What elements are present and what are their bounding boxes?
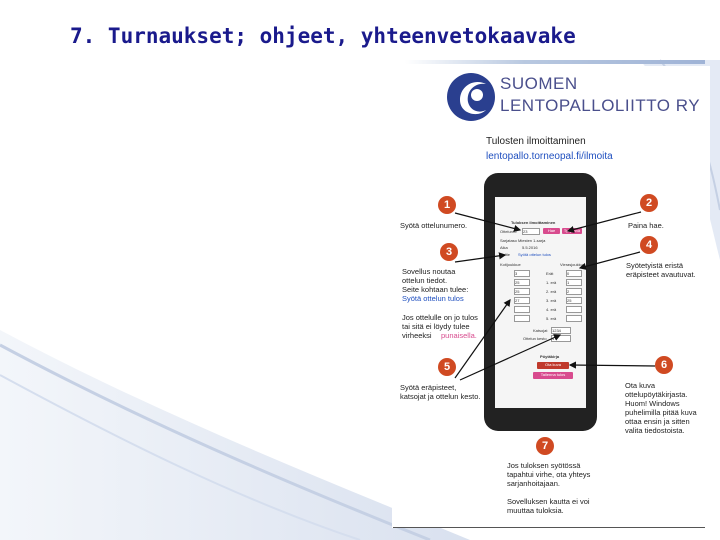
step-note-2: Paina hae. <box>628 221 664 230</box>
step-note-3-link: Syötä ottelun tulos <box>402 294 464 303</box>
duration-label: Ottelun kesto <box>523 336 547 341</box>
match-input[interactable]: 23 <box>522 228 540 235</box>
audience-input[interactable]: 1234 <box>551 327 571 334</box>
set-name: 2. erä <box>546 289 557 294</box>
screen-header: Tuloksen ilmoittaminen <box>511 220 556 225</box>
step-note-3-extra: Jos ottelulle on jo tulos tai sitä ei löydy tulee virheeksi <box>402 313 478 340</box>
set-name: 1. erä <box>546 280 557 285</box>
step-badge-3: 3 <box>440 243 458 261</box>
home-set-input[interactable]: 27 <box>514 297 530 304</box>
note-label: Selite <box>500 252 511 257</box>
logo-line-2: LENTOPALLOLIITTO RY <box>500 96 701 115</box>
step-note-6: Ota kuva ottelupöytäkirjasta. Huom! Windows puhelimilla pitää kuva ottaa ensin ja sitten valita tiedostoista. <box>625 381 697 435</box>
set-name: 5. erä <box>546 316 557 321</box>
home-team: Kotijoukkue <box>500 262 521 267</box>
date-value: 5.5.2016 <box>522 245 538 250</box>
photo-button[interactable]: Ota kuva <box>537 362 569 369</box>
set-name: 4. erä <box>546 307 557 312</box>
home-set-input[interactable]: 25 <box>514 279 530 286</box>
step-badge-5: 5 <box>438 358 456 376</box>
step-badge-7: 7 <box>536 437 554 455</box>
away-set-input[interactable]: 0 <box>566 270 582 277</box>
step-note-1: Syötä ottelunumero. <box>400 221 468 230</box>
home-set-input[interactable]: 3 <box>514 270 530 277</box>
away-team: Vierasjoukkue <box>560 262 586 267</box>
date-label: Aika <box>500 245 508 250</box>
guide-url[interactable]: lentopallo.torneopal.fi/ilmoita <box>486 151 613 162</box>
slide-title: 7. Turnaukset; ohjeet, yhteenvetokaavake <box>70 24 576 48</box>
match-label: Ottelunro <box>500 229 517 234</box>
away-set-input[interactable]: 1 <box>566 279 582 286</box>
save-result-button[interactable]: Tallenna tulos <box>533 372 573 379</box>
step-note-5: Syötä eräpisteet, katsojat ja ottelun kesto. <box>400 383 481 401</box>
scoresheet-label: Pöytäkirja <box>540 354 560 359</box>
away-set-input[interactable]: 25 <box>566 297 582 304</box>
step-note-3: Sovellus noutaa ottelun tiedot. Seite kohtaan tulee: <box>402 267 469 294</box>
bottom-rule <box>393 527 705 528</box>
guide-heading: Tulosten ilmoittaminen <box>486 136 586 147</box>
step-badge-4: 4 <box>640 236 658 254</box>
note-link[interactable]: Syötä ottelun tulos <box>518 252 551 257</box>
set-name: Erät <box>546 271 554 276</box>
away-set-input[interactable]: 2 <box>566 288 582 295</box>
step-badge-2: 2 <box>640 194 658 212</box>
search-button[interactable]: Hae <box>543 228 560 234</box>
step-note-4: Syötetyistä eristä eräpisteet avautuvat. <box>626 261 696 279</box>
set-name: 3. erä <box>546 298 557 303</box>
audience-label: Katsojat <box>533 328 548 333</box>
step-note-3-error: punaisella. <box>441 331 477 340</box>
step-badge-6: 6 <box>655 356 673 374</box>
logo-line-1: SUOMEN <box>500 74 578 93</box>
duration-input[interactable]: 1 <box>551 335 571 342</box>
home-set-input[interactable]: 25 <box>514 288 530 295</box>
step-note-7: Jos tuloksen syötössä tapahtui virhe, ota yhteys sarjanhoitajaan. Sovelluksen kautta ei voi muuttaa tuloksia. <box>507 461 591 515</box>
step-badge-1: 1 <box>438 196 456 214</box>
clear-button[interactable]: Tyhjennä <box>563 228 581 233</box>
series-line: Sarjataso Miesten 1-sarja <box>500 238 546 243</box>
